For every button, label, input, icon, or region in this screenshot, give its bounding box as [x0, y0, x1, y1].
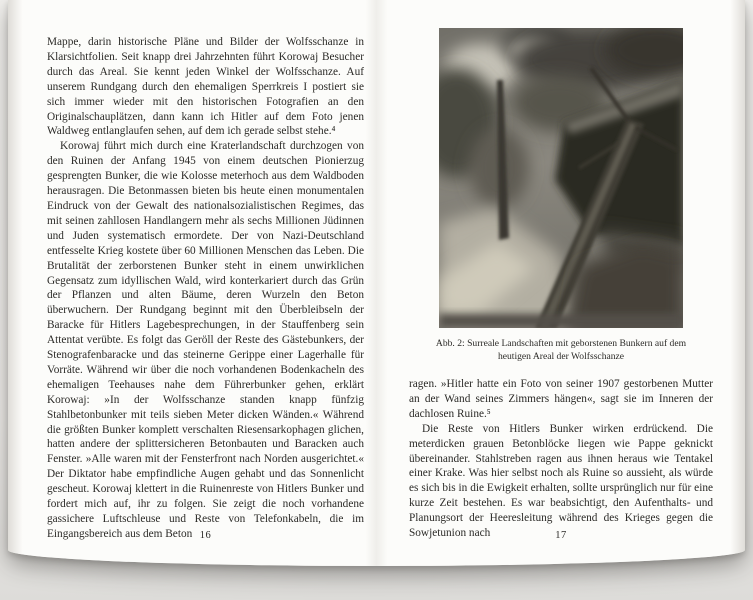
figure-caption: Abb. 2: Surreale Landschaften mit geborstenen Bunkern auf dem heutigen Areal der Wolfsschanze — [435, 338, 687, 362]
page-right — [409, 28, 713, 541]
page-number-right: 17 — [555, 530, 567, 541]
figure-photo — [439, 28, 683, 328]
page-number-left: 16 — [199, 530, 212, 541]
paragraph: Mappe, darin historische Pläne und Bilder der Wolfsschanze in Klarsichtfolien. Seit knapp drei Jahrzehnten führt Korowaj Besucher durch das Areal. Sie kennt jeden Winkel der Wolfsschanze. Auf unserem Rundgang durch den ehemaligen Sperrkreis I postiert sie sich immer wieder mit den historischen Fotografien an den Originalschauplätzen, dann kann ich Hitler auf dem Foto jenen Waldweg entlanglaufen sehen, auf dem ich gerade selbst stehe.⁴ — [47, 36, 364, 138]
paragraph: Korowaj führt mich durch eine Kraterlandschaft durchzogen von den Ruinen der Anfang 1945 von einem deutschen Pionierzug gesprengten Bunker, die wie Kolosse meterhoch aus dem Waldboden herausragen. Die Betonmassen bieten bis heute einen monumentalen Eindruck von der Gewalt des nationalsozialistischen Regimes, das mit seinen zahllosen Handlangern mehr als sechs Millionen Jüdinnen und Juden systematisch ermordete. Der von Nazi-Deutschland entfesselte Krieg kostete über 60 Millionen Menschen das Leben. Die Brutalität der zerborstenen Bunker steht in einem unwirklichen Gegensatz zum idyllischen Wald, wird konterkariert durch das Grün der Pflanzen und alten Bäume, deren Wurzeln den Beton überwuchern. Der Rundgang beginnt mit den Überbleibseln der Baracke für Hitlers Lagebesprechungen, in der Stauffenberg sein Attentat verübte. Es folgt das Geröll der Reste des Gästebunkers, der Stenografenbaracke und das steinerne Gerippe einer Lagerhalle für Vorräte. Während wir über die noch vorhandenen Bodenkacheln des ehemaligen Teehauses nahe dem Führerbunker gehen, erklärt Korowaj: »In der Wolfsschanze standen knapp fünfzig Stahlbetonbunker mit teils sieben Meter dicken Wänden.« Während die größten Bunker komplett verschalten Riesensarkophagen glichen, hatten andere der splittersicheren Betonbauten und Baracken auch Fenster. »Alle waren mit der Fensterfront nach Norden ausgerichtet.« Der Diktator habe empfindliche Augen gehabt und das Sonnenlicht gescheut. Korowaj klettert in die Ruinenreste von Hitlers Bunker und fordert mich auf, ihr zu folgen. Sie zeigt die noch vorhandene gassichere Luftschleuse und Reste von Telefonkabeln, die im Eingangsbereich aus dem Beton — [47, 140, 364, 540]
page-left — [47, 35, 364, 542]
paragraph: ragen. »Hitler hatte ein Foto von seiner 1907 gestorbenen Mutter an der Wand seines Zimmers hängen«, sagt sie im Inneren der dachlosen Ruine.⁵ — [409, 378, 713, 420]
book-spread — [8, 0, 745, 566]
paragraph: Die Reste von Hitlers Bunker wirken erdrückend. Die meterdicken grauen Betonblöcke liegen wie Pappe geknickt übereinander. Stahlstreben ragen aus ihnen heraus wie Tentakel einer Krake. Was hier selbst noch als Ruine so aussieht, als würde es sich bis in die Ewigkeit erhalten, sollte ursprünglich nur für eine kurze Zeit bestehen. Es war beabsichtigt, den Aufenthalts- und Planungsort der Heeresleitung während des Krieges gegen die Sowjetunion nach — [409, 422, 713, 540]
bunker-forest-photo — [439, 28, 683, 328]
page-right-body — [409, 377, 713, 541]
